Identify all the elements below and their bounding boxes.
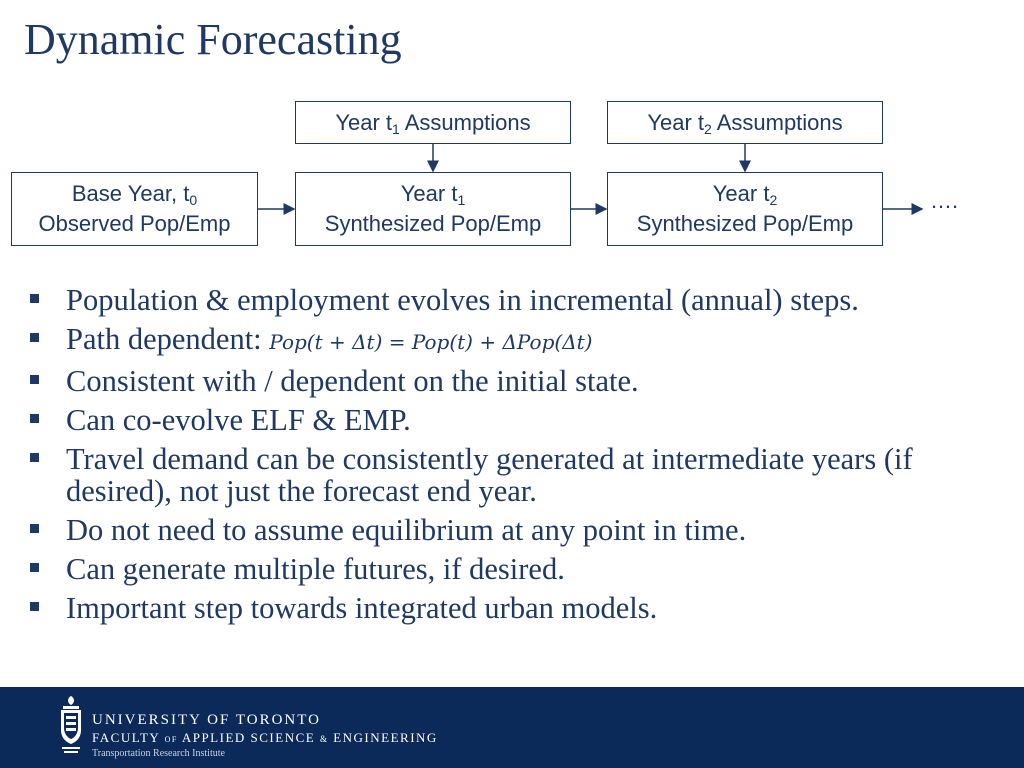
square-bullet-icon: [30, 294, 39, 303]
list-item: Path dependent: Pop(t + Δt) = Pop(t) + ΔPop(Δt): [28, 323, 1008, 358]
square-bullet-icon: [30, 414, 39, 423]
square-bullet-icon: [30, 563, 39, 572]
slide-title: Dynamic Forecasting: [24, 15, 402, 64]
list-item: Population & employment evolves in incremental (annual) steps.: [28, 284, 1008, 316]
square-bullet-icon: [30, 333, 39, 342]
box-line1: Year $t_2$: [712, 181, 778, 208]
equation: Pop(t + Δt) = Pop(t) + ΔPop(Δt): [269, 330, 593, 354]
list-item: Can generate multiple futures, if desired.: [28, 553, 1008, 585]
square-bullet-icon: [30, 375, 39, 384]
square-bullet-icon: [30, 602, 39, 611]
box-label: Year $t_2$ Assumptions: [647, 109, 843, 137]
footer-bar: [0, 687, 1024, 768]
list-item: Important step towards integrated urban models.: [28, 592, 1008, 624]
list-item: Do not need to assume equilibrium at any point in time.: [28, 514, 1008, 546]
university-crest-icon: [58, 694, 84, 758]
box-line1: Year $t_1$: [400, 181, 466, 208]
bullet-list: [28, 284, 1008, 631]
square-bullet-icon: [30, 453, 39, 462]
continuation-ellipsis: ….: [930, 188, 959, 213]
box-line2: Synthesized Pop/Emp: [324, 211, 542, 236]
faculty-name: FACULTY OF APPLIED SCIENCE & ENGINEERING: [92, 730, 438, 745]
list-item: Can co-evolve ELF & EMP.: [28, 404, 1008, 436]
flow-arrows: [0, 0, 1024, 270]
list-item: Travel demand can be consistently generated at intermediate years (if desired), not just the forecast end year.: [28, 443, 1008, 507]
institute-name: Transportation Research Institute: [92, 748, 225, 759]
box-line2: Synthesized Pop/Emp: [636, 211, 854, 236]
university-name: UNIVERSITY OF TORONTO: [92, 712, 321, 728]
box-line1: Base Year, $t_0$: [71, 181, 198, 208]
list-item: Consistent with / dependent on the initial state.: [28, 365, 1008, 397]
square-bullet-icon: [30, 524, 39, 533]
box-label: Year $t_1$ Assumptions: [335, 109, 531, 137]
box-line2: Observed Pop/Emp: [38, 211, 231, 236]
